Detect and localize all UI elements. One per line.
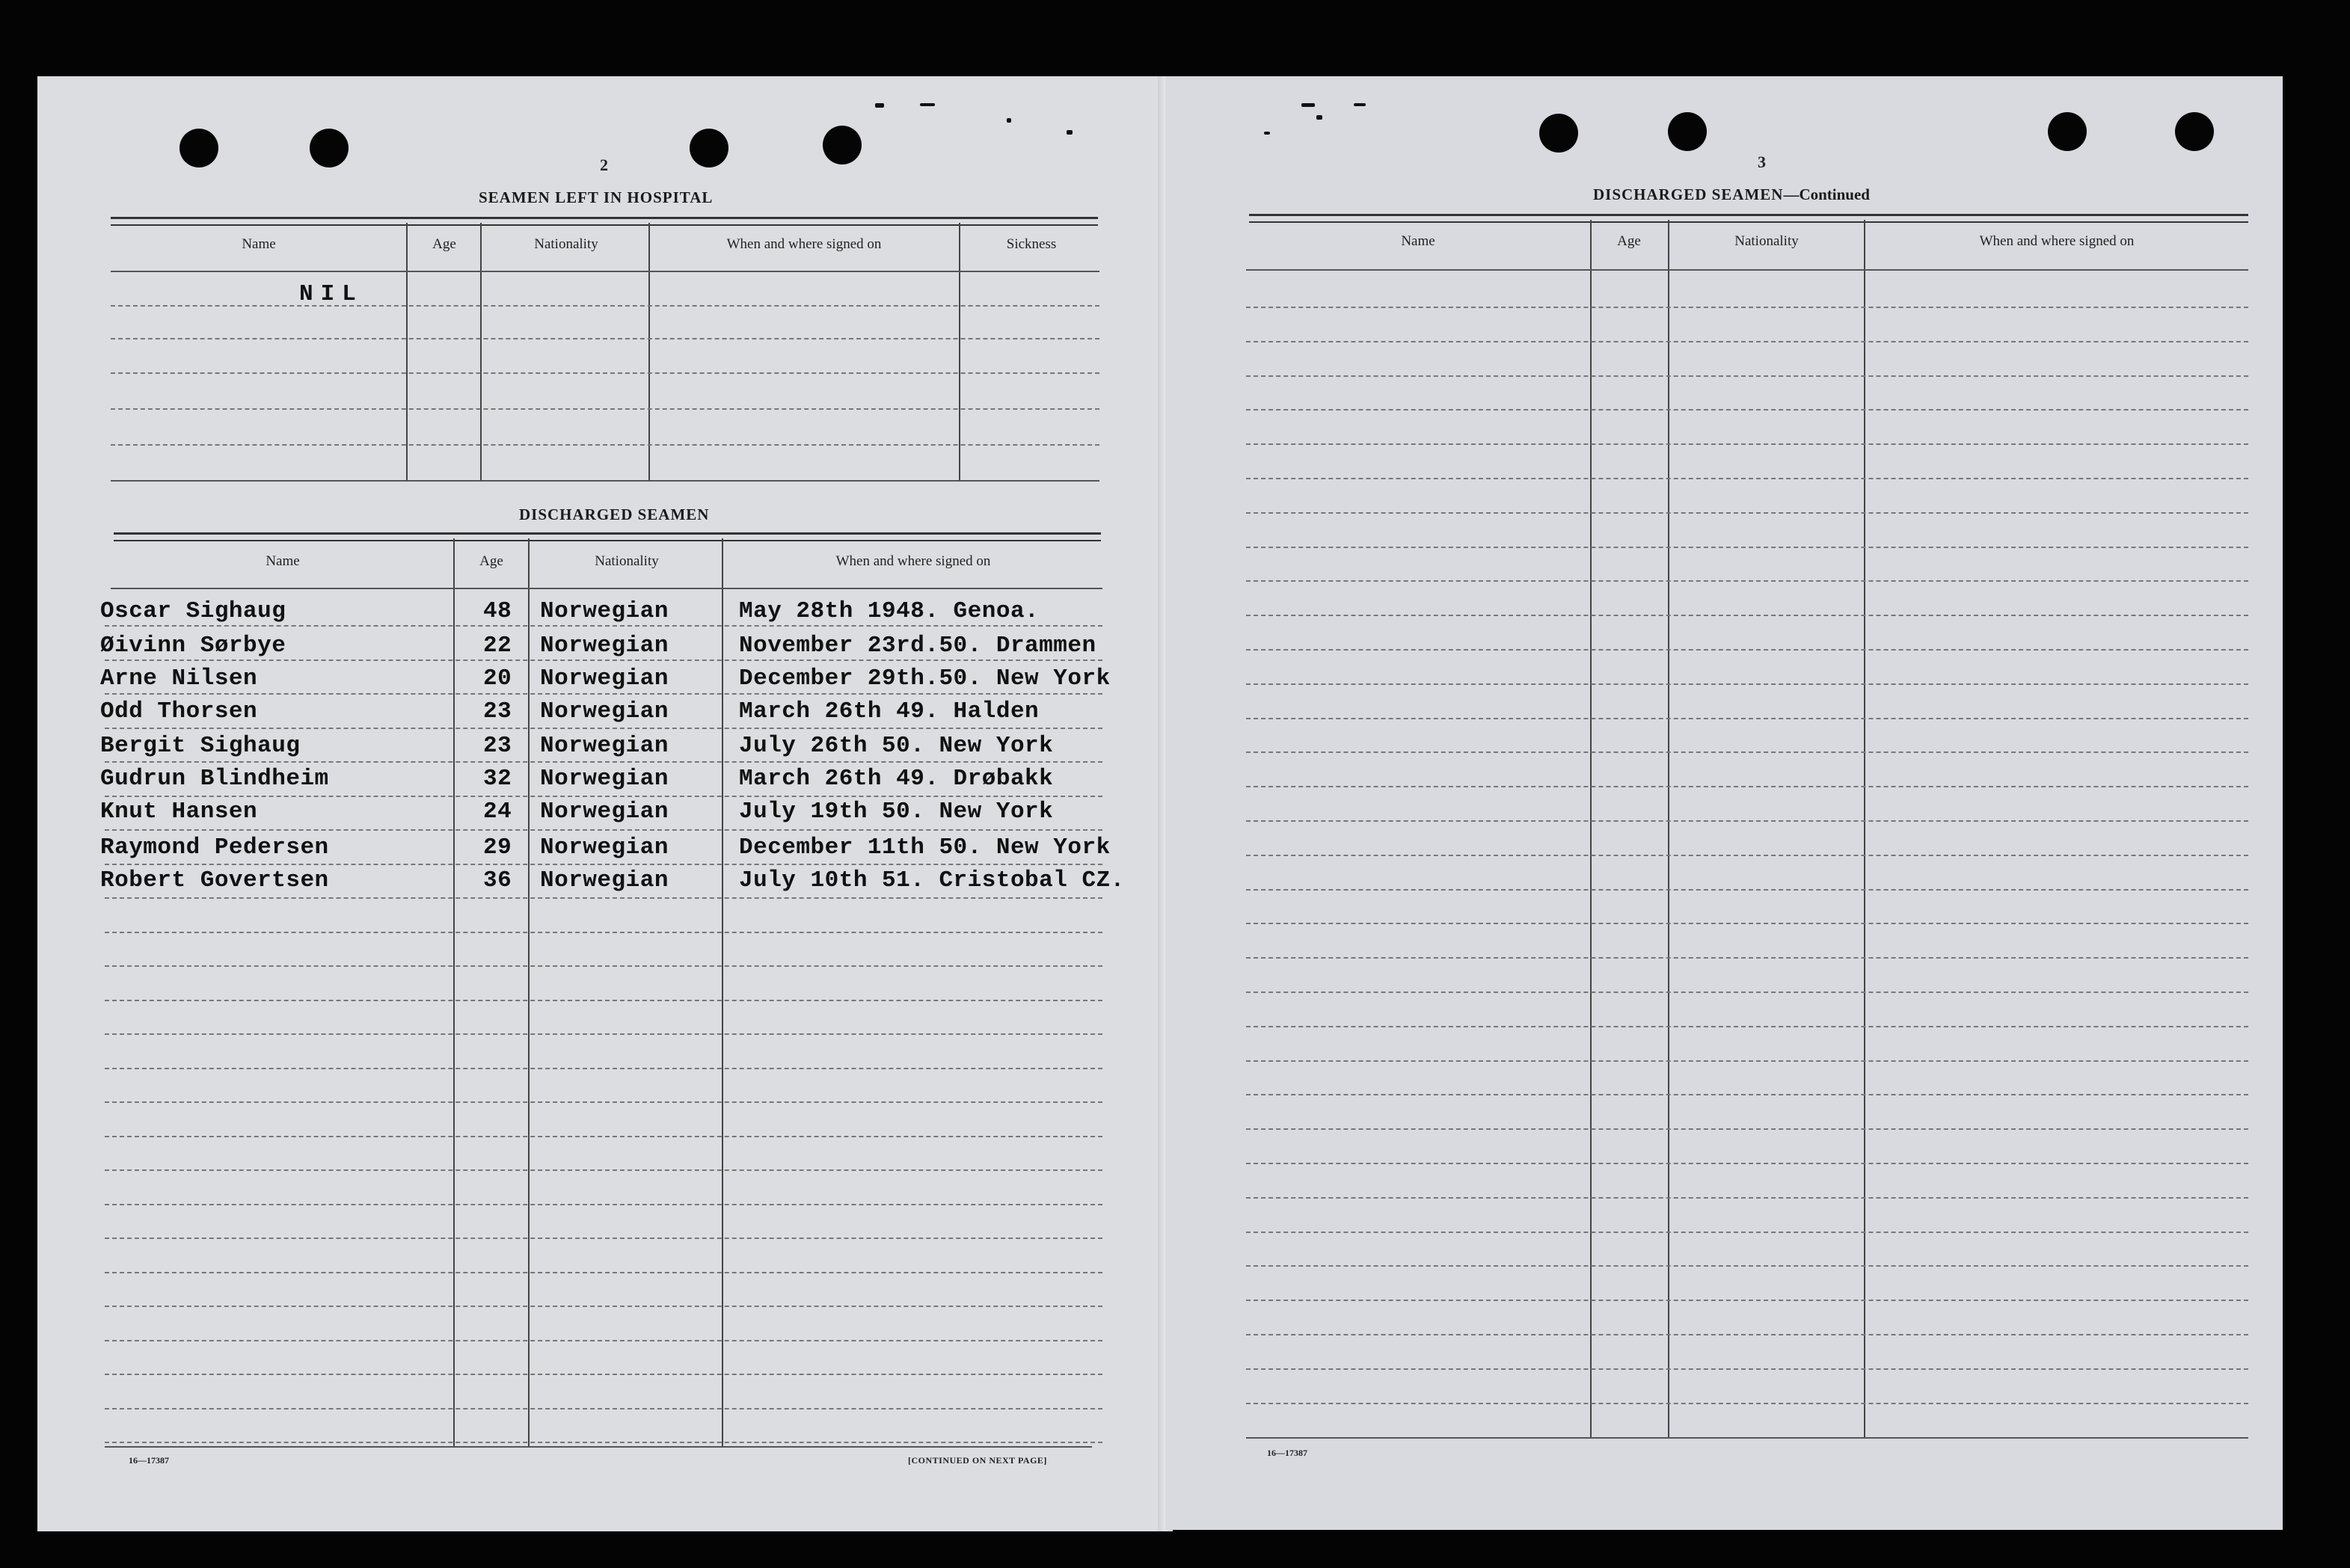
punch-hole — [310, 129, 349, 167]
form-number: 16—17387 — [129, 1455, 169, 1466]
column-divider — [406, 223, 408, 480]
column-header-nationality: Nationality — [534, 236, 598, 252]
row-line — [1246, 718, 2248, 719]
row-line — [105, 1340, 1102, 1341]
column-divider — [528, 538, 530, 1448]
ink-speck — [1007, 118, 1011, 123]
row-line — [111, 408, 1099, 410]
row-line — [1246, 786, 2248, 787]
column-header-nationality: Nationality — [595, 553, 659, 569]
row-line — [105, 761, 1102, 763]
row-line — [1246, 820, 2248, 822]
row-line — [1246, 375, 2248, 377]
seaman-name: Raymond Pedersen — [100, 834, 329, 861]
double-rule — [114, 532, 1101, 541]
seaman-age: 22 — [483, 633, 512, 659]
row-line — [111, 444, 1099, 446]
ink-speck — [1264, 132, 1270, 135]
row-line — [1246, 547, 2248, 548]
seaman-age: 36 — [483, 867, 512, 894]
column-header-sickness: Sickness — [1006, 236, 1057, 252]
row-line — [105, 1169, 1102, 1171]
discharged-section-title: DISCHARGED SEAMEN — [519, 505, 710, 523]
row-line — [111, 338, 1099, 339]
column-header-signed-on: When and where signed on — [1979, 233, 2135, 249]
row-line — [105, 693, 1102, 695]
row-line — [105, 1136, 1102, 1137]
row-line — [1246, 923, 2248, 924]
row-line — [1246, 957, 2248, 959]
seaman-nationality: Norwegian — [540, 598, 669, 624]
hospital-nil-entry: NIL — [299, 281, 363, 307]
continued-note: [CONTINUED ON NEXT PAGE] — [908, 1455, 1047, 1466]
punch-hole — [1539, 114, 1578, 153]
column-divider — [959, 223, 960, 480]
row-line — [105, 932, 1102, 933]
seaman-nationality: Norwegian — [540, 867, 669, 894]
column-header-signed-on: When and where signed on — [726, 236, 882, 252]
ink-speck — [1316, 115, 1322, 120]
column-divider — [648, 223, 650, 480]
ink-speck — [920, 103, 935, 106]
ink-speck — [1067, 130, 1073, 135]
seaman-nationality: Norwegian — [540, 733, 669, 759]
row-line — [105, 728, 1102, 729]
form-number: 16—17387 — [1267, 1448, 1307, 1458]
row-line — [105, 1033, 1102, 1035]
ink-speck — [1301, 103, 1315, 107]
punch-hole — [823, 126, 862, 165]
header-underline — [1246, 269, 2248, 271]
column-divider — [1590, 220, 1592, 1437]
punch-hole — [2175, 112, 2214, 151]
seaman-nationality: Norwegian — [540, 766, 669, 792]
seaman-name: Gudrun Blindheim — [100, 766, 329, 792]
seaman-age: 23 — [483, 733, 512, 759]
seaman-signed-on: May 28th 1948. Genoa. — [739, 598, 1040, 624]
column-header-name: Name — [242, 236, 276, 252]
page-number: 2 — [600, 156, 608, 174]
ink-speck — [875, 103, 884, 108]
row-line — [1246, 1334, 2248, 1335]
seaman-name: Odd Thorsen — [100, 698, 258, 725]
hospital-section-title: SEAMEN LEFT IN HOSPITAL — [479, 188, 714, 206]
row-line — [1246, 1197, 2248, 1199]
column-divider — [480, 223, 482, 480]
right-page — [1165, 76, 2283, 1530]
row-line — [1246, 1026, 2248, 1027]
seaman-age: 29 — [483, 834, 512, 861]
seaman-nationality: Norwegian — [540, 698, 669, 725]
seaman-name: Bergit Sighaug — [100, 733, 301, 759]
seaman-signed-on: July 10th 51. Cristobal CZ. — [739, 867, 1125, 894]
double-rule — [1249, 214, 2248, 223]
row-line — [111, 372, 1099, 374]
row-line — [105, 625, 1102, 627]
seaman-signed-on: November 23rd.50. Drammen — [739, 633, 1096, 659]
row-line — [1246, 1128, 2248, 1130]
row-line — [105, 796, 1102, 797]
row-line — [1246, 1403, 2248, 1404]
seaman-signed-on: December 29th.50. New York — [739, 665, 1111, 692]
seaman-nationality: Norwegian — [540, 665, 669, 692]
seaman-signed-on: December 11th 50. New York — [739, 834, 1111, 861]
row-line — [105, 1101, 1102, 1103]
ink-speck — [1354, 103, 1366, 106]
page-number: 3 — [1758, 153, 1766, 171]
seaman-age: 20 — [483, 665, 512, 692]
header-underline — [111, 588, 1102, 589]
discharged-continued-title — [1593, 185, 1870, 204]
row-line — [1246, 649, 2248, 651]
row-line — [105, 1442, 1102, 1443]
title-main: DISCHARGED SEAMEN — [1593, 185, 1784, 203]
column-header-name: Name — [266, 553, 300, 569]
header-underline — [111, 271, 1099, 272]
row-line — [1246, 889, 2248, 891]
row-line — [105, 1408, 1102, 1409]
row-line — [1246, 580, 2248, 582]
column-divider — [1668, 220, 1669, 1437]
row-line — [1246, 1094, 2248, 1095]
double-rule — [111, 217, 1098, 226]
row-line — [105, 1272, 1102, 1273]
row-line — [1246, 341, 2248, 342]
column-header-age: Age — [479, 553, 503, 569]
column-header-age: Age — [432, 236, 456, 252]
punch-hole — [690, 129, 728, 167]
seaman-name: Robert Govertsen — [100, 867, 329, 894]
row-line — [1246, 1265, 2248, 1267]
row-line — [105, 1374, 1102, 1375]
row-line — [1246, 683, 2248, 685]
row-line — [105, 1068, 1102, 1069]
row-line — [1246, 443, 2248, 445]
table-bottom — [1246, 1437, 2248, 1439]
row-line — [1246, 855, 2248, 856]
seaman-nationality: Norwegian — [540, 799, 669, 825]
seaman-age: 24 — [483, 799, 512, 825]
row-line — [111, 305, 1099, 307]
row-line — [1246, 1300, 2248, 1301]
seaman-age: 48 — [483, 598, 512, 624]
seaman-signed-on: July 26th 50. New York — [739, 733, 1054, 759]
seaman-age: 32 — [483, 766, 512, 792]
row-line — [105, 660, 1102, 661]
seaman-nationality: Norwegian — [540, 633, 669, 659]
row-line — [1246, 1232, 2248, 1233]
row-line — [105, 1238, 1102, 1239]
seaman-age: 23 — [483, 698, 512, 725]
seaman-name: Øivinn Sørbye — [100, 633, 286, 659]
row-line — [1246, 307, 2248, 308]
column-divider — [453, 538, 455, 1448]
column-header-signed-on: When and where signed on — [835, 553, 991, 569]
row-line — [1246, 478, 2248, 479]
row-line — [105, 864, 1102, 865]
column-divider — [722, 538, 723, 1448]
row-line — [105, 1204, 1102, 1205]
row-line — [1246, 615, 2248, 616]
column-header-name: Name — [1401, 233, 1435, 249]
seaman-name: Oscar Sighaug — [100, 598, 286, 624]
seaman-nationality: Norwegian — [540, 834, 669, 861]
punch-hole — [2048, 112, 2087, 151]
punch-hole — [1668, 112, 1707, 151]
row-line — [105, 897, 1102, 899]
seaman-signed-on: March 26th 49. Halden — [739, 698, 1040, 725]
seaman-name: Arne Nilsen — [100, 665, 258, 692]
punch-hole — [180, 129, 218, 167]
column-header-age: Age — [1617, 233, 1641, 249]
column-header-nationality: Nationality — [1734, 233, 1799, 249]
seaman-name: Knut Hansen — [100, 799, 258, 825]
column-divider — [1864, 220, 1865, 1437]
row-line — [1246, 1163, 2248, 1164]
row-line — [1246, 409, 2248, 411]
row-line — [105, 1306, 1102, 1307]
row-line — [1246, 991, 2248, 993]
row-line — [105, 829, 1102, 831]
row-line — [1246, 512, 2248, 514]
row-line — [105, 1000, 1102, 1001]
seaman-signed-on: March 26th 49. Drøbakk — [739, 766, 1054, 792]
title-suffix: —Continued — [1783, 185, 1870, 203]
table-bottom — [111, 480, 1099, 482]
seaman-signed-on: July 19th 50. New York — [739, 799, 1054, 825]
row-line — [1246, 751, 2248, 753]
row-line — [1246, 1060, 2248, 1062]
row-line — [1246, 1368, 2248, 1370]
row-line — [105, 965, 1102, 967]
table-bottom — [105, 1446, 1092, 1448]
